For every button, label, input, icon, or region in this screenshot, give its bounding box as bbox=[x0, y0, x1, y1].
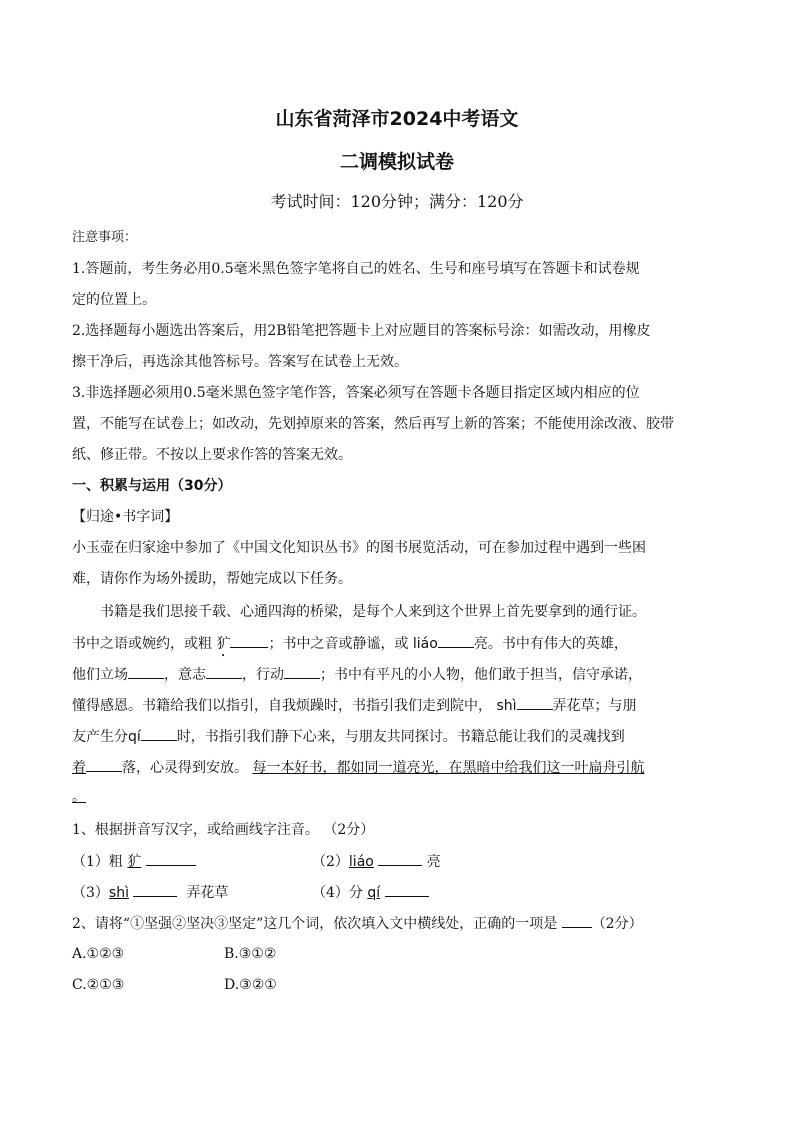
underlined-sentence: 每一本好书，都如同一道亮光，在黑暗中给我们这一叶扁舟引航 bbox=[252, 760, 645, 776]
passage-line-7 bbox=[72, 787, 732, 807]
q1-item-label: （2） bbox=[312, 854, 349, 870]
passage-line-2 bbox=[72, 633, 732, 660]
exam-info: 考试时间：120分钟；满分：120分 bbox=[270, 192, 524, 211]
pinyin-text: qí bbox=[367, 885, 381, 901]
notice-item-1a: 1.答题前，考生务必用0.5毫米黑色签字笔将自己的姓名、生号和座号填写在答题卡和试卷规 bbox=[72, 261, 640, 277]
answer-blank[interactable] bbox=[206, 664, 242, 679]
pinyin-text: liáo bbox=[348, 854, 374, 870]
option-d[interactable]: D.③②① bbox=[224, 977, 277, 993]
passage-text: 书中之语或婉约，或粗 bbox=[72, 636, 217, 652]
passage-text: 亮。书中有伟大的英雄， bbox=[473, 636, 628, 652]
intro-line-1: 小玉壶在归家途中参加了《中国文化知识丛书》的图书展览活动，可在参加过程中遇到一些困 bbox=[72, 540, 646, 556]
answer-blank[interactable] bbox=[284, 664, 320, 679]
option-c[interactable]: C.②①③ bbox=[72, 977, 125, 993]
answer-blank[interactable] bbox=[385, 882, 429, 897]
passage-text: ；书中有平凡的小人物，他们敢于担当，信守承诺， bbox=[320, 667, 642, 683]
notice-item-3b: 置，不能写在试卷上；如改动，先划掉原来的答案，然后再写上新的答案；不能使用涂改液、胶带 bbox=[72, 416, 674, 432]
answer-blank[interactable] bbox=[230, 633, 268, 648]
passage-line-3 bbox=[72, 664, 732, 685]
answer-blank[interactable] bbox=[133, 882, 177, 897]
intro-line-2: 难，请你作为场外援助，帮她完成以下任务。 bbox=[72, 571, 352, 587]
passage-text: ；书中之音或静谧，或 bbox=[268, 636, 413, 652]
answer-blank[interactable] bbox=[517, 695, 553, 710]
q2-score: （2分） bbox=[591, 916, 643, 932]
pinyin-text: shì bbox=[496, 698, 517, 714]
passage-line-1: 书籍是我们思接千载、心通四海的桥梁，是每个人来到这个世界上首先要拿到的通行证。 bbox=[100, 604, 646, 620]
q1-item-tail: 弄花草 bbox=[186, 885, 229, 901]
passage-line-6 bbox=[72, 757, 732, 778]
answer-blank[interactable] bbox=[128, 664, 164, 679]
passage-line-4 bbox=[72, 695, 732, 716]
answer-blank[interactable] bbox=[562, 913, 592, 928]
sub-heading: 【归途•书字词】 bbox=[72, 509, 179, 525]
question-1-stem: 1、根据拼音写汉字，或给画线字注音。 （2分） bbox=[72, 822, 375, 838]
q1-item-label: （4）分 bbox=[312, 885, 368, 901]
notice-item-3a: 3.非选择题必须用0.5毫米黑色签字笔作答，答案必须写在答题卡各题目指定区域内相应的位 bbox=[72, 385, 640, 401]
notice-item-1b: 定的位置上。 bbox=[72, 292, 156, 308]
passage-text: 时，书指引我们静下心来，与朋友共同探讨。书籍总能让我们的灵魂找到 bbox=[176, 729, 625, 745]
notice-heading: 注意事项： bbox=[72, 230, 138, 245]
answer-blank[interactable] bbox=[146, 851, 196, 866]
q2-stem-text: 2、请将“①坚强②坚决③坚定”这几个词，依次填入文中横线处，正确的一项是 bbox=[72, 916, 558, 932]
underlined-char: 着 bbox=[72, 760, 86, 776]
question-2-stem bbox=[72, 913, 732, 934]
exam-subtitle: 二调模拟试卷 bbox=[339, 151, 454, 173]
notice-item-2b: 擦干净后，再选涂其他答标号。答案写在试卷上无效。 bbox=[72, 354, 408, 370]
notice-item-2a: 2.选择题每小题选出答案后，用2B铅笔把答题卡上对应题目的答案标号涂：如需改动，用橡皮 bbox=[72, 323, 651, 339]
passage-text: ，行动 bbox=[242, 667, 284, 683]
pinyin-text: shì bbox=[108, 885, 129, 901]
exam-title: 山东省菏泽市2024中考语文 bbox=[275, 108, 519, 130]
q1-item-label: （1）粗 bbox=[72, 854, 128, 870]
q1-marked-char: 犷 bbox=[127, 854, 142, 870]
passage-text: 懂得感恩。书籍给我们以指引，自我烦躁时，书指引我们走到院中， bbox=[72, 698, 492, 714]
option-b[interactable]: B.③①② bbox=[224, 946, 277, 962]
answer-blank[interactable] bbox=[438, 633, 474, 648]
pinyin-text: liáo bbox=[412, 636, 438, 652]
pinyin-text: qí bbox=[128, 729, 141, 745]
marked-char: 犷 bbox=[216, 636, 231, 652]
underlined-sentence-end: 。 bbox=[72, 789, 86, 805]
notice-item-3c: 纸、修正带。不按以上要求作答的答案无效。 bbox=[72, 447, 352, 463]
passage-text: 他们立场 bbox=[72, 667, 128, 683]
passage-text: 落，心灵得到安放。 bbox=[122, 760, 248, 776]
q1-item-tail: 亮 bbox=[426, 854, 441, 870]
q1-item-3 bbox=[72, 882, 228, 903]
q1-item-4 bbox=[312, 882, 429, 903]
passage-text: 弄花草；与朋 bbox=[552, 698, 637, 714]
passage-text: 友产生分 bbox=[72, 729, 128, 745]
option-a[interactable]: A.①②③ bbox=[72, 946, 125, 962]
q1-item-label: （3） bbox=[72, 885, 109, 901]
q1-item-1 bbox=[72, 851, 196, 872]
passage-line-5 bbox=[72, 726, 732, 747]
passage-text: ，意志 bbox=[164, 667, 206, 683]
section-heading: 一、积累与运用（30分） bbox=[72, 478, 232, 494]
q1-item-2 bbox=[312, 851, 441, 872]
answer-blank[interactable] bbox=[86, 757, 122, 772]
answer-blank[interactable] bbox=[378, 851, 422, 866]
answer-blank[interactable] bbox=[141, 726, 177, 741]
